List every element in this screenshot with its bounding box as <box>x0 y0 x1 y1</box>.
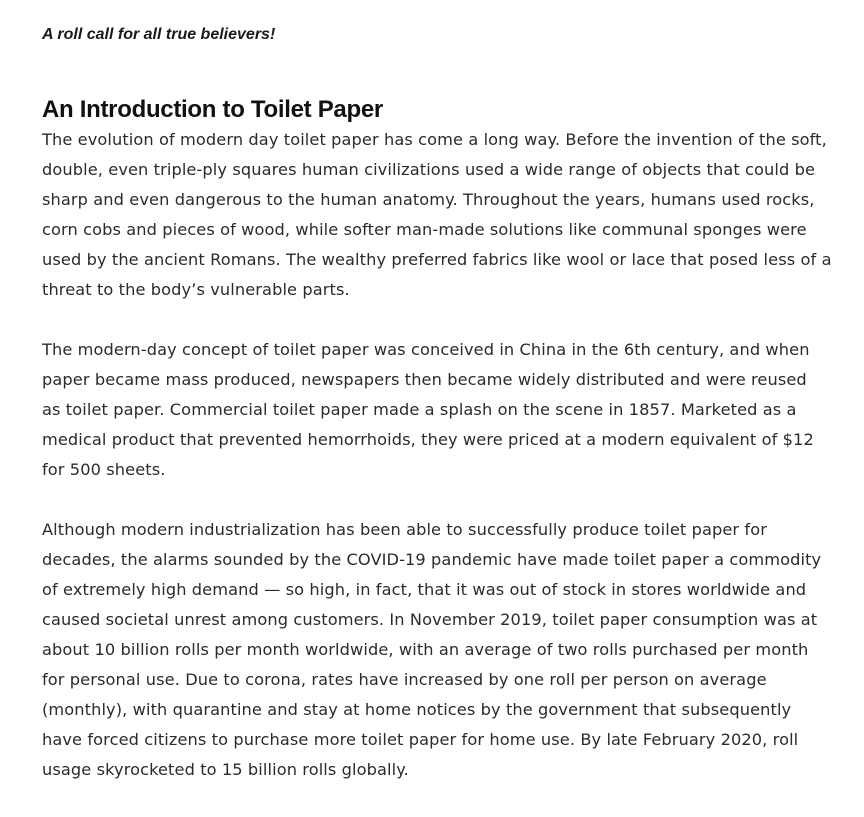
paragraph-line: as toilet paper. Commercial toilet paper made a splash on the scene in 1857. Marketed as a <box>42 400 797 419</box>
article-tagline: A roll call for all true believers! <box>42 26 276 43</box>
paragraph-line: (monthly), with quarantine and stay at home notices by the government that subsequently <box>42 700 792 719</box>
paragraph-line: threat to the body’s vulnerable parts. <box>42 280 350 299</box>
paragraph-modern-concept <box>42 335 864 485</box>
section-heading: An Introduction to Toilet Paper <box>42 96 383 123</box>
paragraph-history <box>42 125 864 305</box>
article-body <box>42 0 864 785</box>
paragraph-line: have forced citizens to purchase more toilet paper for home use. By late February 2020, roll <box>42 730 799 749</box>
paragraph-line: paper became mass produced, newspapers then became widely distributed and were reused <box>42 370 807 389</box>
paragraph-line: about 10 billion rolls per month worldwide, with an average of two rolls purchased per month <box>42 640 809 659</box>
paragraph-line: sharp and even dangerous to the human anatomy. Throughout the years, humans used rocks, <box>42 190 815 209</box>
paragraph-line: The modern-day concept of toilet paper was conceived in China in the 6th century, and when <box>42 340 810 359</box>
paragraph-line: for personal use. Due to corona, rates have increased by one roll per person on average <box>42 670 767 689</box>
paragraph-line: used by the ancient Romans. The wealthy preferred fabrics like wool or lace that posed less of a <box>42 250 832 269</box>
paragraph-line: double, even triple-ply squares human civilizations used a wide range of objects that could be <box>42 160 816 179</box>
paragraph-line: decades, the alarms sounded by the COVID-19 pandemic have made toilet paper a commodity <box>42 550 822 569</box>
paragraph-line: medical product that prevented hemorrhoids, they were priced at a modern equivalent of $12 <box>42 430 814 449</box>
paragraph-line: for 500 sheets. <box>42 460 166 479</box>
paragraph-line: usage skyrocketed to 15 billion rolls globally. <box>42 760 409 779</box>
paragraph-line: of extremely high demand — so high, in fact, that it was out of stock in stores worldwide and <box>42 580 807 599</box>
paragraph-line: corn cobs and pieces of wood, while softer man-made solutions like communal sponges were <box>42 220 807 239</box>
paragraph-line: Although modern industrialization has been able to successfully produce toilet paper for <box>42 520 767 539</box>
paragraph-covid-demand <box>42 515 864 785</box>
paragraph-line: caused societal unrest among customers. In November 2019, toilet paper consumption was at <box>42 610 818 629</box>
paragraph-line: The evolution of modern day toilet paper has come a long way. Before the invention of the soft, <box>42 130 827 149</box>
